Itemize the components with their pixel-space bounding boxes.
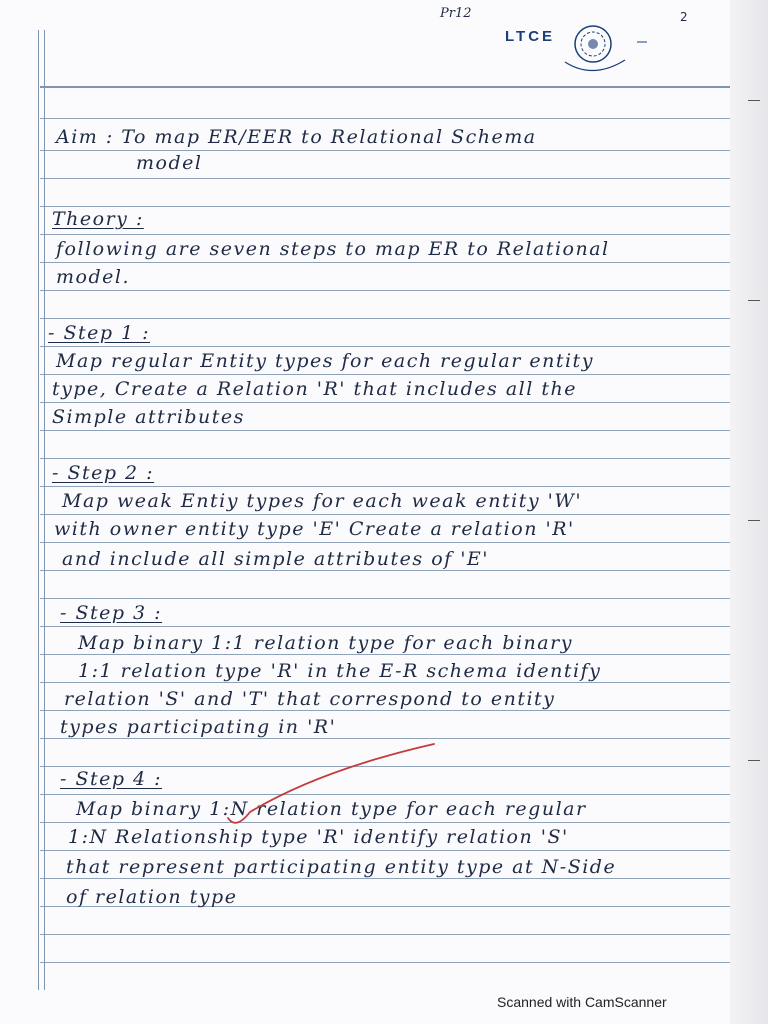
step-2-line: and include all simple attributes of 'E' — [62, 548, 490, 570]
step-1-line: Map regular Entity types for each regular entity — [56, 350, 594, 372]
step-1-line: Simple attributes — [52, 406, 245, 428]
step-3-line: relation 'S' and 'T' that correspond to entity — [64, 688, 556, 710]
step-2-line: Map weak Entiy types for each weak entity 'W' — [62, 490, 583, 512]
step-3-line: types participating in 'R' — [60, 716, 337, 738]
step-2-line: with owner entity type 'E' Create a relation 'R' — [54, 518, 575, 540]
step-4-line: Map binary 1:N relation type for each regular — [76, 798, 587, 820]
theory-line: following are seven steps to map ER to Relational — [56, 238, 610, 260]
step-4-line: of relation type — [66, 886, 238, 908]
logo-text: LTCE — [505, 28, 556, 45]
step-2-heading: - Step 2 : — [52, 462, 155, 484]
step-1-line: type, Create a Relation 'R' that includes all the — [52, 378, 577, 400]
step-4-heading: - Step 4 : — [60, 768, 163, 790]
scanner-watermark: Scanned with CamScanner — [497, 994, 667, 1010]
aim-line-continued: model — [136, 152, 203, 174]
step-3-heading: - Step 3 : — [60, 602, 163, 624]
page-number: 2 — [680, 10, 688, 24]
step-3-line: 1:1 relation type 'R' in the E-R schema identify — [78, 660, 602, 682]
step-1-heading: - Step 1 : — [48, 322, 151, 344]
step-4-line: that represent participating entity type at N-Side — [66, 856, 617, 878]
theory-line: model. — [56, 266, 130, 288]
step-3-line: Map binary 1:1 relation type for each binary — [78, 632, 573, 654]
aim-line: Aim : To map ER/EER to Relational Schema — [56, 126, 537, 148]
corner-note: Pr12 — [440, 6, 472, 21]
theory-heading: Theory : — [52, 208, 144, 230]
step-4-line: 1:N Relationship type 'R' identify relation 'S' — [68, 826, 569, 848]
